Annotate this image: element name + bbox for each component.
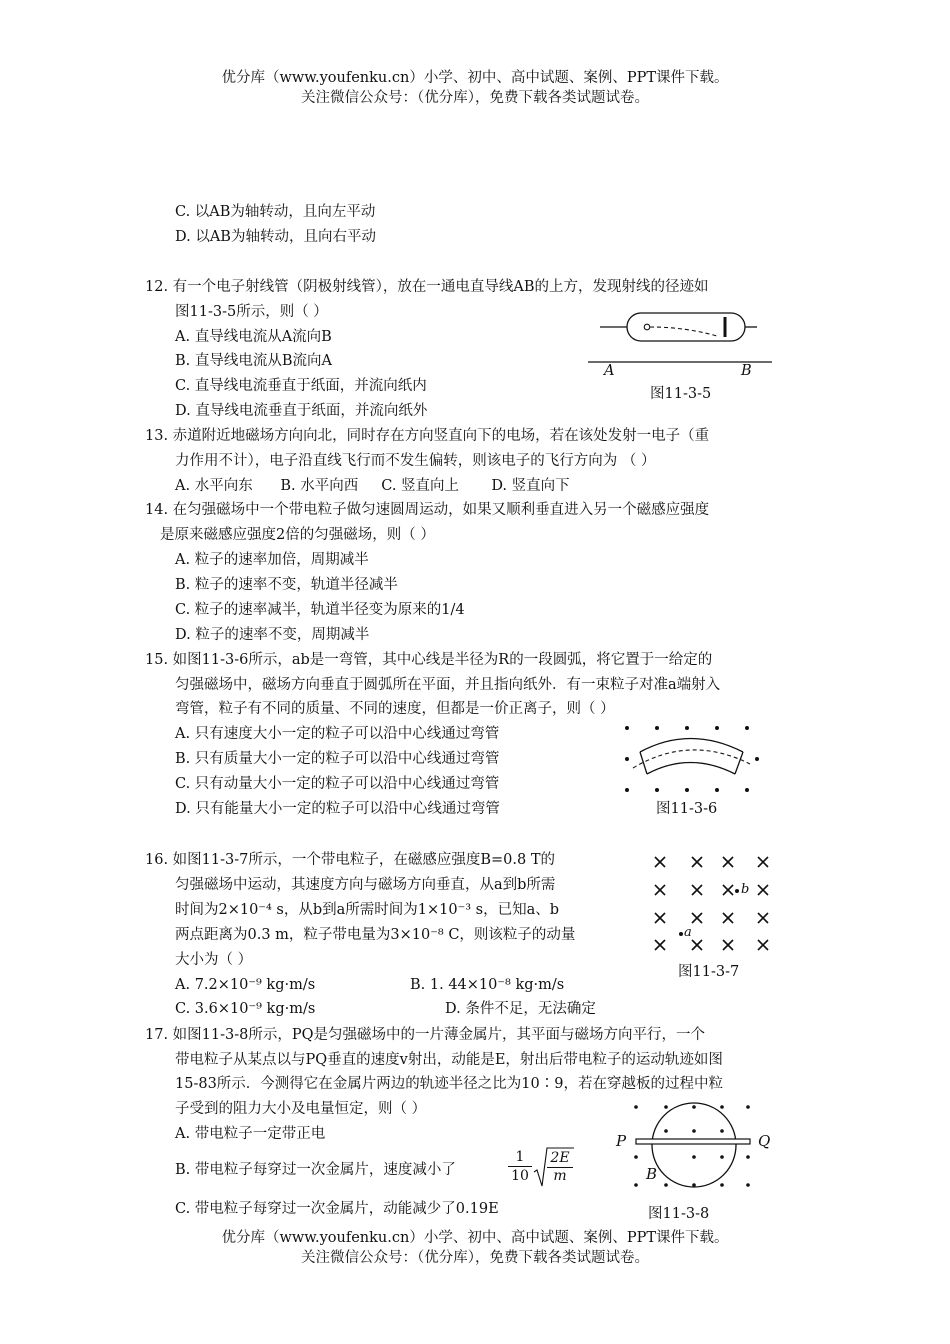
q16-option-b: B. 1. 44×10⁻⁸ kg·m/s (410, 977, 565, 993)
q17-option-c: C. 带电粒子每穿过一次金属片，动能减少了0.19E (175, 1201, 499, 1217)
q14-option-c: C. 粒子的速率减半，轨道半径变为原来的1/4 (175, 602, 465, 618)
q13-stem-line-2: 力作用不计），电子沿直线飞行而不发生偏转，则该电子的飞行方向为 （ ） (175, 453, 656, 469)
q17-option-b: B. 带电粒子每穿过一次金属片，速度减小了 (175, 1162, 456, 1178)
q16-option-c: C. 3.6×10⁻⁹ kg·m/s (175, 1001, 316, 1017)
field-dots-out-of-page (625, 726, 759, 792)
header-line-1: 优分库（www.youfenku.cn）小学、初中、高中试题、案例、PPT课件下载。 (221, 70, 729, 86)
q14-stem-line-2: 是原来磁感应强度2倍的匀强磁场，则（ ） (160, 527, 435, 543)
q17-stem-line-2: 带电粒子从某点以与PQ垂直的速度v射出，动能是E，射出后带电粒子的运动轨迹如图 (175, 1052, 723, 1068)
q16-stem-line-3: 时间为2×10⁻⁴ s，从b到a所需时间为1×10⁻³ s，已知a、b (175, 902, 560, 918)
q12-option-b: B. 直导线电流从B流向A (175, 353, 332, 369)
q12-stem-line-1: 12. 有一个电子射线管（阴极射线管），放在一通电直导线AB的上方，发现射线的径迹如 (145, 279, 709, 295)
pipe-center-line (633, 750, 750, 768)
q14-stem-line-1: 14. 在匀强磁场中一个带电粒子做匀速圆周运动，如果又顺利垂直进入另一个磁感应强度 (145, 502, 710, 518)
trajectory-circle (652, 1103, 736, 1187)
q15-stem-line-1: 15. 如图11-3-6所示，ab是一弯管，其中心线是半径为R的一段圆弧，将它置于一给定的 (145, 652, 713, 668)
fraction-numerator: 1 (515, 1149, 525, 1165)
footer-line-2: 关注微信公众号：（优分库），免费下载各类试题试卷。 (301, 1250, 649, 1266)
q17-stem-line-1: 17. 如图11-3-8所示，PQ是匀强磁场中的一片薄金属片，其平面与磁场方向平行，一个 (145, 1027, 706, 1043)
q16-stem-line-1: 16. 如图11-3-7所示，一个带电粒子，在磁感应强度B=0.8 T的 (145, 852, 556, 868)
caption-11-3-5: 图11-3-5 (650, 386, 712, 402)
caption-11-3-7: 图11-3-7 (678, 964, 740, 980)
caption-11-3-8: 图11-3-8 (648, 1206, 710, 1222)
point-b-dot (735, 889, 739, 893)
caption-11-3-6: 图11-3-6 (656, 801, 718, 817)
field-crosses-into-page (655, 857, 768, 950)
q12-option-c: C. 直导线电流垂直于纸面，并流向纸内 (175, 378, 427, 394)
figure-11-3-8 (622, 1095, 757, 1200)
q12-stem-line-2: 图11-3-5所示，则（ ） (175, 304, 328, 320)
figure-11-3-6 (615, 718, 775, 798)
pipe-end-b (735, 752, 743, 774)
figure-11-3-5 (585, 305, 785, 385)
q16-stem-line-5: 大小为（ ） (175, 952, 253, 968)
metal-sheet-pq (636, 1139, 750, 1144)
header-line-2: 关注微信公众号：（优分库），免费下载各类试题试卷。 (301, 90, 649, 106)
sqrt-denominator: m (547, 1167, 573, 1185)
q16-stem-line-4: 两点距离为0.3 m，粒子带电量为3×10⁻⁸ C，则该粒子的动量 (175, 927, 576, 943)
fig-11-3-5-label-b: B (741, 363, 752, 379)
q16-option-d: D. 条件不足，无法确定 (445, 1001, 596, 1017)
fig-11-3-5-label-a: A (604, 363, 615, 379)
q13-options: A. 水平向东 B. 水平向西 C. 竖直向上 D. 竖直向下 (175, 478, 570, 494)
q17-math-fraction (508, 1148, 532, 1185)
electron-beam-path (650, 327, 717, 336)
q13-stem-line-1: 13. 赤道附近地磁场方向向北，同时存在方向竖直向下的电场，若在该处发射一电子（重 (145, 428, 710, 444)
q17-math-sqrt-fraction (547, 1150, 573, 1185)
q14-option-d: D. 粒子的速率不变，周期减半 (175, 627, 370, 643)
q12-option-a: A. 直导线电流从A流向B (175, 329, 332, 345)
q15-option-b: B. 只有质量大小一定的粒子可以沿中心线通过弯管 (175, 751, 500, 767)
cathode (644, 324, 650, 330)
pipe-outer-wall (640, 739, 743, 753)
q12-option-d: D. 直导线电流垂直于纸面，并流向纸外 (175, 403, 428, 419)
q15-stem-line-2: 匀强磁场中，磁场方向垂直于圆弧所在平面，并且指向纸外．有一束粒子对准a端射入 (175, 677, 721, 693)
fig-11-3-8-label-p: P (616, 1132, 627, 1150)
fig-11-3-8-label-b: B (646, 1165, 658, 1183)
figure-11-3-7 (650, 852, 780, 957)
q17-stem-line-3: 15-83所示．今测得它在金属片两边的轨迹半径之比为10∶9，若在穿越板的过程中粒 (175, 1076, 723, 1092)
q14-option-a: A. 粒子的速率加倍，周期减半 (175, 552, 369, 568)
q17-option-a: A. 带电粒子一定带正电 (175, 1126, 326, 1142)
q14-option-b: B. 粒子的速率不变，轨道半径减半 (175, 577, 398, 593)
q15-option-c: C. 只有动量大小一定的粒子可以沿中心线通过弯管 (175, 776, 500, 792)
fraction-denominator: 10 (508, 1166, 532, 1185)
q11-option-c: C. 以AB为轴转动，且向左平动 (175, 204, 376, 220)
q17-stem-line-4: 子受到的阻力大小及电量恒定，则（ ） (175, 1101, 427, 1117)
q11-option-d: D. 以AB为轴转动，且向右平动 (175, 229, 376, 245)
q15-option-a: A. 只有速度大小一定的粒子可以沿中心线通过弯管 (175, 726, 500, 742)
q16-option-a: A. 7.2×10⁻⁹ kg·m/s (175, 977, 316, 993)
q15-option-d: D. 只有能量大小一定的粒子可以沿中心线通过弯管 (175, 801, 500, 817)
footer-line-1: 优分库（www.youfenku.cn）小学、初中、高中试题、案例、PPT课件下载。 (221, 1230, 729, 1246)
q16-stem-line-2: 匀强磁场中运动，其速度方向与磁场方向垂直，从a到b所需 (175, 877, 556, 893)
fig-11-3-7-label-a: a (684, 925, 692, 940)
fig-11-3-7-label-b: b (741, 882, 750, 897)
sqrt-numerator: 2E (550, 1150, 570, 1166)
point-a-dot (679, 932, 683, 936)
fig-11-3-8-label-q: Q (758, 1132, 771, 1150)
q15-stem-line-3: 弯管，粒子有不同的质量、不同的速度，但都是一价正离子，则（ ） (175, 701, 615, 717)
pipe-inner-wall (647, 763, 735, 775)
